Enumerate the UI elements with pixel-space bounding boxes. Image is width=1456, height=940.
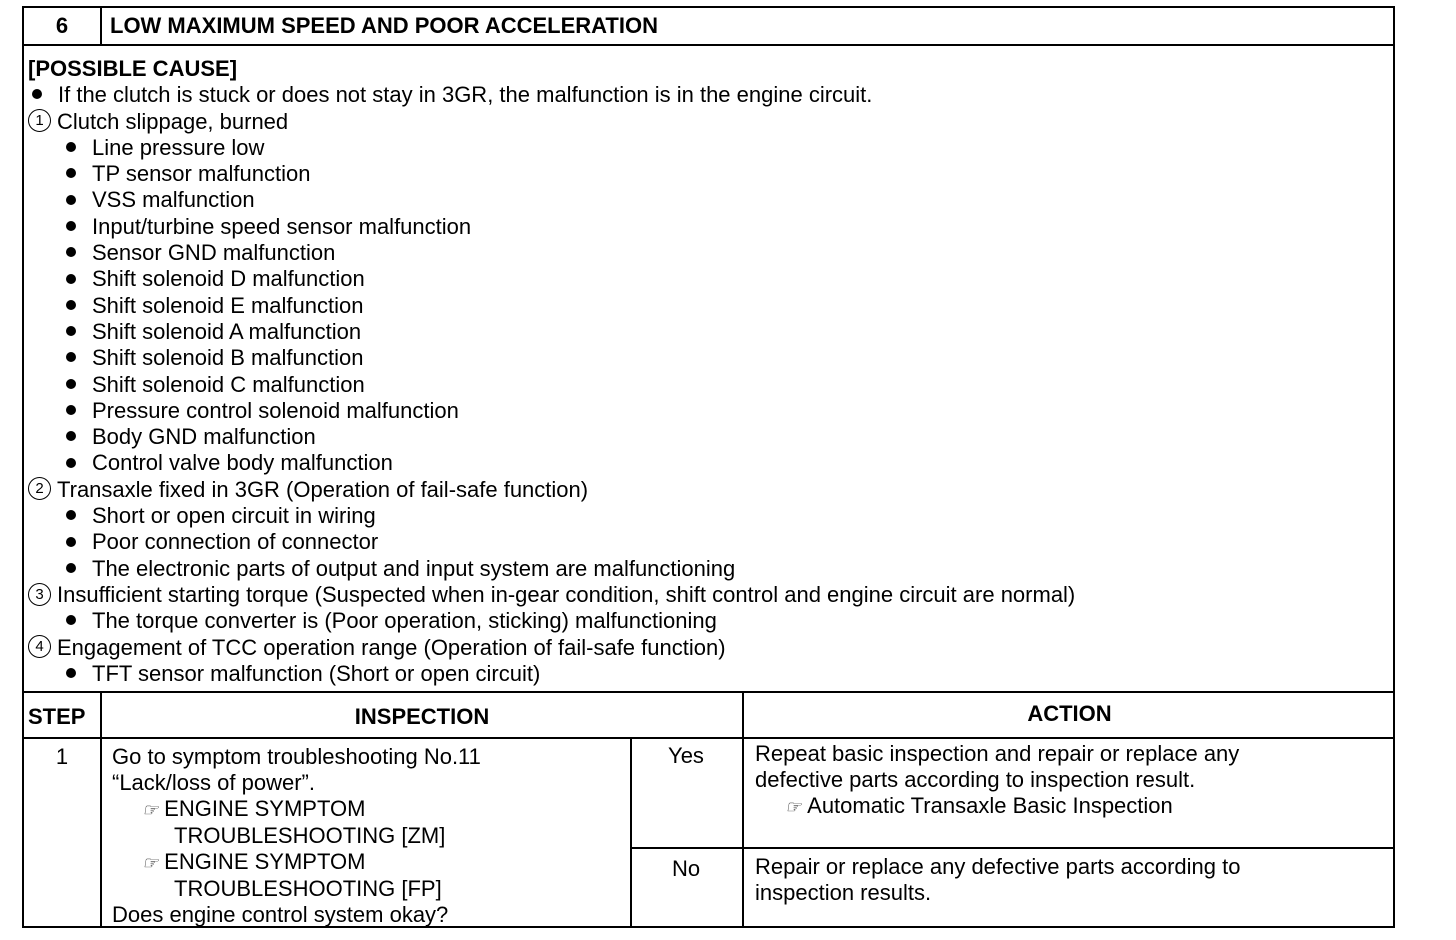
engine-ref-zm: ☞ ENGINE SYMPTOM — [142, 796, 366, 821]
cause-item: Sensor GND malfunction — [28, 240, 1388, 266]
basic-inspection-ref: ☞ Automatic Transaxle Basic Inspection — [785, 793, 1173, 818]
bullet-icon — [66, 537, 76, 547]
inspection-question: Does engine control system okay? — [112, 902, 449, 927]
step-number: 1 — [55, 744, 69, 769]
bullet-icon — [66, 195, 76, 205]
no-label: No — [671, 856, 701, 881]
action-line: defective parts according to inspection result. — [755, 767, 1196, 792]
action-line: Repair or replace any defective parts according to — [755, 854, 1241, 879]
action-line: Repeat basic inspection and repair or replace any — [755, 741, 1240, 766]
reference-icon: ☞ — [142, 853, 159, 873]
bullet-icon — [66, 668, 76, 678]
step-header: STEP — [28, 704, 86, 729]
cause-item: Control valve body malfunction — [28, 450, 1388, 476]
possible-cause-block — [28, 56, 1388, 687]
bullet-icon — [66, 168, 76, 178]
cause-item: Line pressure low — [28, 135, 1388, 161]
cause-group-heading: 3 Insufficient starting torque (Suspected when in-gear condition, shift control and engine circuit are normal) — [28, 582, 1388, 608]
yes-no-divider — [630, 847, 1395, 849]
cause-item: Shift solenoid A malfunction — [28, 319, 1388, 345]
section-header — [24, 8, 1393, 46]
circled-number-icon: 4 — [28, 635, 51, 658]
engine-ref-fp-line2: TROUBLESHOOTING [FP] — [174, 876, 442, 901]
no-action — [755, 854, 1385, 906]
cause-item: Body GND malfunction — [28, 424, 1388, 450]
bullet-icon — [66, 431, 76, 441]
cause-item: Short or open circuit in wiring — [28, 503, 1388, 529]
cause-item: The torque converter is (Poor operation, sticking) malfunctioning — [28, 608, 1388, 634]
reference-icon: ☞ — [142, 800, 159, 820]
yes-label: Yes — [668, 743, 704, 768]
header-bottom-rule — [24, 737, 1395, 739]
reference-icon: ☞ — [785, 797, 802, 817]
cause-item: Input/turbine speed sensor malfunction — [28, 214, 1388, 240]
possible-cause-note: If the clutch is stuck or does not stay in 3GR, the malfunction is in the engine circuit. — [28, 82, 1388, 108]
cause-item: TFT sensor malfunction (Short or open circuit) — [28, 661, 1388, 687]
cause-item: TP sensor malfunction — [28, 161, 1388, 187]
cause-group-heading: 1 Clutch slippage, burned — [28, 109, 1388, 135]
bullet-icon — [66, 615, 76, 625]
troubleshooting-sheet — [22, 6, 1395, 928]
yes-action — [755, 741, 1385, 820]
bullet-icon — [66, 247, 76, 257]
section-title: LOW MAXIMUM SPEED AND POOR ACCELERATION — [110, 13, 658, 38]
cause-item: The electronic parts of output and input system are malfunctioning — [28, 556, 1388, 582]
cause-item: Poor connection of connector — [28, 529, 1388, 555]
bullet-icon — [32, 89, 42, 99]
cause-item: Shift solenoid E malfunction — [28, 293, 1388, 319]
bullet-icon — [66, 142, 76, 152]
cause-group-heading: 4 Engagement of TCC operation range (Operation of fail-safe function) — [28, 635, 1388, 661]
bullet-icon — [66, 563, 76, 573]
inspection-line: Go to symptom troubleshooting No.11 — [112, 744, 481, 769]
cause-group-heading: 2 Transaxle fixed in 3GR (Operation of fail-safe function) — [28, 477, 1388, 503]
bullet-icon — [66, 221, 76, 231]
bullet-icon — [66, 458, 76, 468]
cause-item: Shift solenoid D malfunction — [28, 266, 1388, 292]
possible-cause-heading: [POSSIBLE CAUSE] — [28, 56, 238, 81]
bullet-icon — [66, 510, 76, 520]
cause-item: VSS malfunction — [28, 187, 1388, 213]
action-header: ACTION — [1027, 701, 1112, 726]
bullet-icon — [66, 352, 76, 362]
inspection-header: INSPECTION — [354, 704, 490, 729]
engine-ref-fp: ☞ ENGINE SYMPTOM — [142, 849, 366, 874]
cause-item: Shift solenoid B malfunction — [28, 345, 1388, 371]
bullet-icon — [66, 300, 76, 310]
engine-ref-zm-line2: TROUBLESHOOTING [ZM] — [174, 823, 446, 848]
inspection-text — [112, 744, 632, 928]
bullet-icon — [66, 379, 76, 389]
circled-number-icon: 1 — [28, 109, 51, 132]
bullet-icon — [66, 405, 76, 415]
cause-item: Pressure control solenoid malfunction — [28, 398, 1388, 424]
circled-number-icon: 2 — [28, 477, 51, 500]
bullet-icon — [66, 326, 76, 336]
inspection-line: “Lack/loss of power”. — [112, 770, 315, 795]
circled-number-icon: 3 — [28, 583, 51, 606]
action-line: inspection results. — [755, 880, 932, 905]
bullet-icon — [66, 274, 76, 284]
cause-item: Shift solenoid C malfunction — [28, 372, 1388, 398]
table-top-rule — [24, 691, 1395, 693]
section-number: 6 — [24, 8, 102, 44]
